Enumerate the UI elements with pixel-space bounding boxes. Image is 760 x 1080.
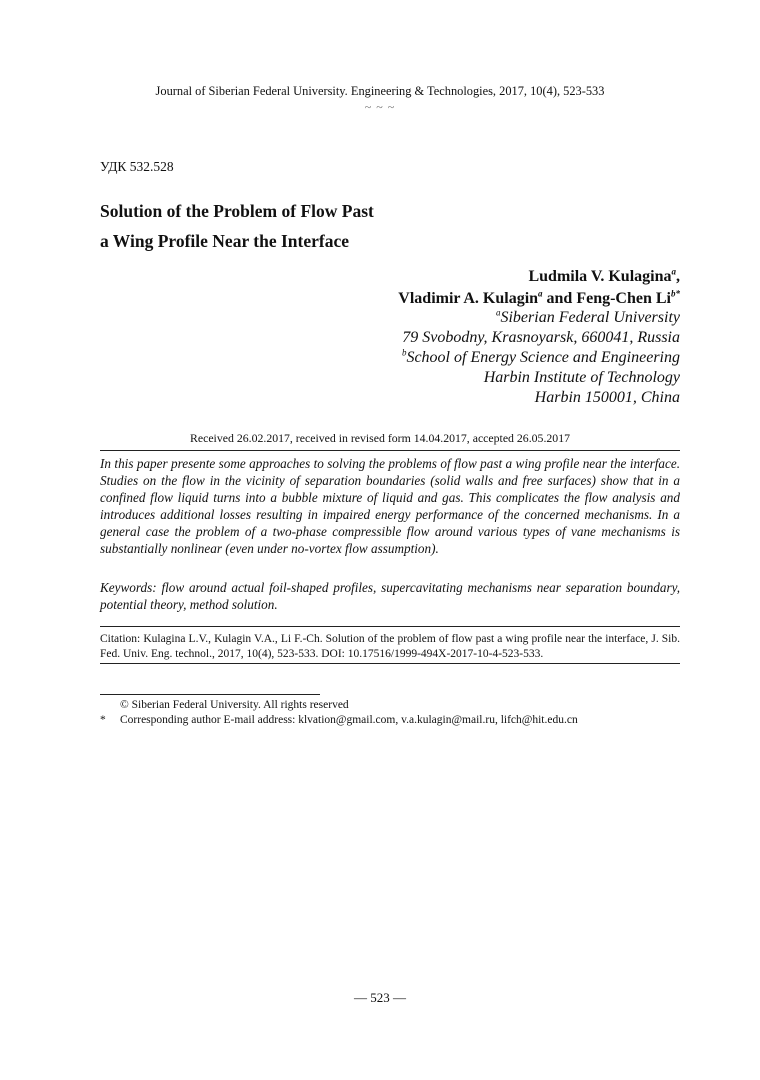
affiliation-a-sup: a xyxy=(495,307,501,318)
citation-bottom-rule xyxy=(100,663,680,664)
author-2-sup: a xyxy=(538,288,543,299)
author-line-1: Ludmila V. Kulagina$^a$, xyxy=(528,266,680,285)
affiliation-b-line-3: Harbin 150001, China xyxy=(534,389,680,406)
author-2-name: Vladimir A. Kulagin xyxy=(398,290,539,307)
affiliation-b-line-1: $^b$School of Energy Science and Engineering xyxy=(401,347,680,366)
footnote-corresponding: * Corresponding author E-mail address: klvation@gmail.com, v.a.kulagin@mail.ru, lifch@hit.edu.cn xyxy=(100,714,578,726)
affiliation-b-line-2: Harbin Institute of Technology xyxy=(483,369,680,386)
author-1-name: Ludmila V. Kulagina xyxy=(528,268,672,285)
affiliation-a-line-2: 79 Svobodny, Krasnoyarsk, 660041, Russia xyxy=(402,329,680,346)
author-1-sup: a xyxy=(671,266,676,277)
title-line-1: Solution of the Problem of Flow Past xyxy=(100,201,374,221)
udk-code: УДК 532.528 xyxy=(100,159,174,174)
journal-header: Journal of Siberian Federal University. Engineering & Technologies, 2017, 10(4), 523-533 xyxy=(155,84,605,98)
author-and: and xyxy=(542,290,577,307)
affiliations xyxy=(402,308,680,408)
page-number: — 523 — xyxy=(354,990,406,1005)
author-3-sup: b* xyxy=(671,288,680,299)
received-dates: Received 26.02.2017, received in revised form 14.04.2017, accepted 26.05.2017 xyxy=(189,431,570,445)
paper-title xyxy=(100,196,374,256)
footnote-star: * xyxy=(100,714,106,726)
author-line-2 xyxy=(398,288,680,310)
affiliation-b-sup: b xyxy=(401,347,407,358)
footnote-copyright: © Siberian Federal University. All rights reserved xyxy=(120,699,349,711)
title-line-2: a Wing Profile Near the Interface xyxy=(100,231,349,251)
author-list xyxy=(398,266,680,310)
footnote-rule xyxy=(100,694,320,695)
abstract-top-rule xyxy=(100,450,680,451)
author-3-name: Feng-Chen Li xyxy=(576,290,671,307)
header-tilde-divider: ~ ~ ~ xyxy=(364,100,396,114)
abstract-text: In this paper presente some approaches to solving the problems of flow past a wing profile near the interface. Studies on the flow in the vicinity of separation boundaries (solid walls and free surfaces) show that in a confined flow liquid turns into a bubble mixture of liquid and gas. This complicates the flow analysis and introduces additional losses resulting in impaired energy performance of the concerned mechanisms. In a general case the problem of a two-phase compressible flow around various types of vane mechanisms is substantially nonlinear (even under no-vortex flow assumption). xyxy=(100,456,680,556)
citation-text: Citation: Kulagina L.V., Kulagin V.A., Li F.-Ch. Solution of the problem of flow past a wing profile near the interface, J. Sib. Fed. Univ. Eng. technol., 2017, 10(4), 523-533. DOI: 10.17516/1999-494X-2017-10-4-523-533. xyxy=(100,633,680,660)
citation-top-rule xyxy=(100,626,680,627)
affiliation-a-line-1: $^a$Siberian Federal University xyxy=(495,307,680,326)
keywords-text: Keywords: flow around actual foil-shaped profiles, supercavitating mechanisms near separation boundary, potential theory, method solution. xyxy=(100,580,680,612)
